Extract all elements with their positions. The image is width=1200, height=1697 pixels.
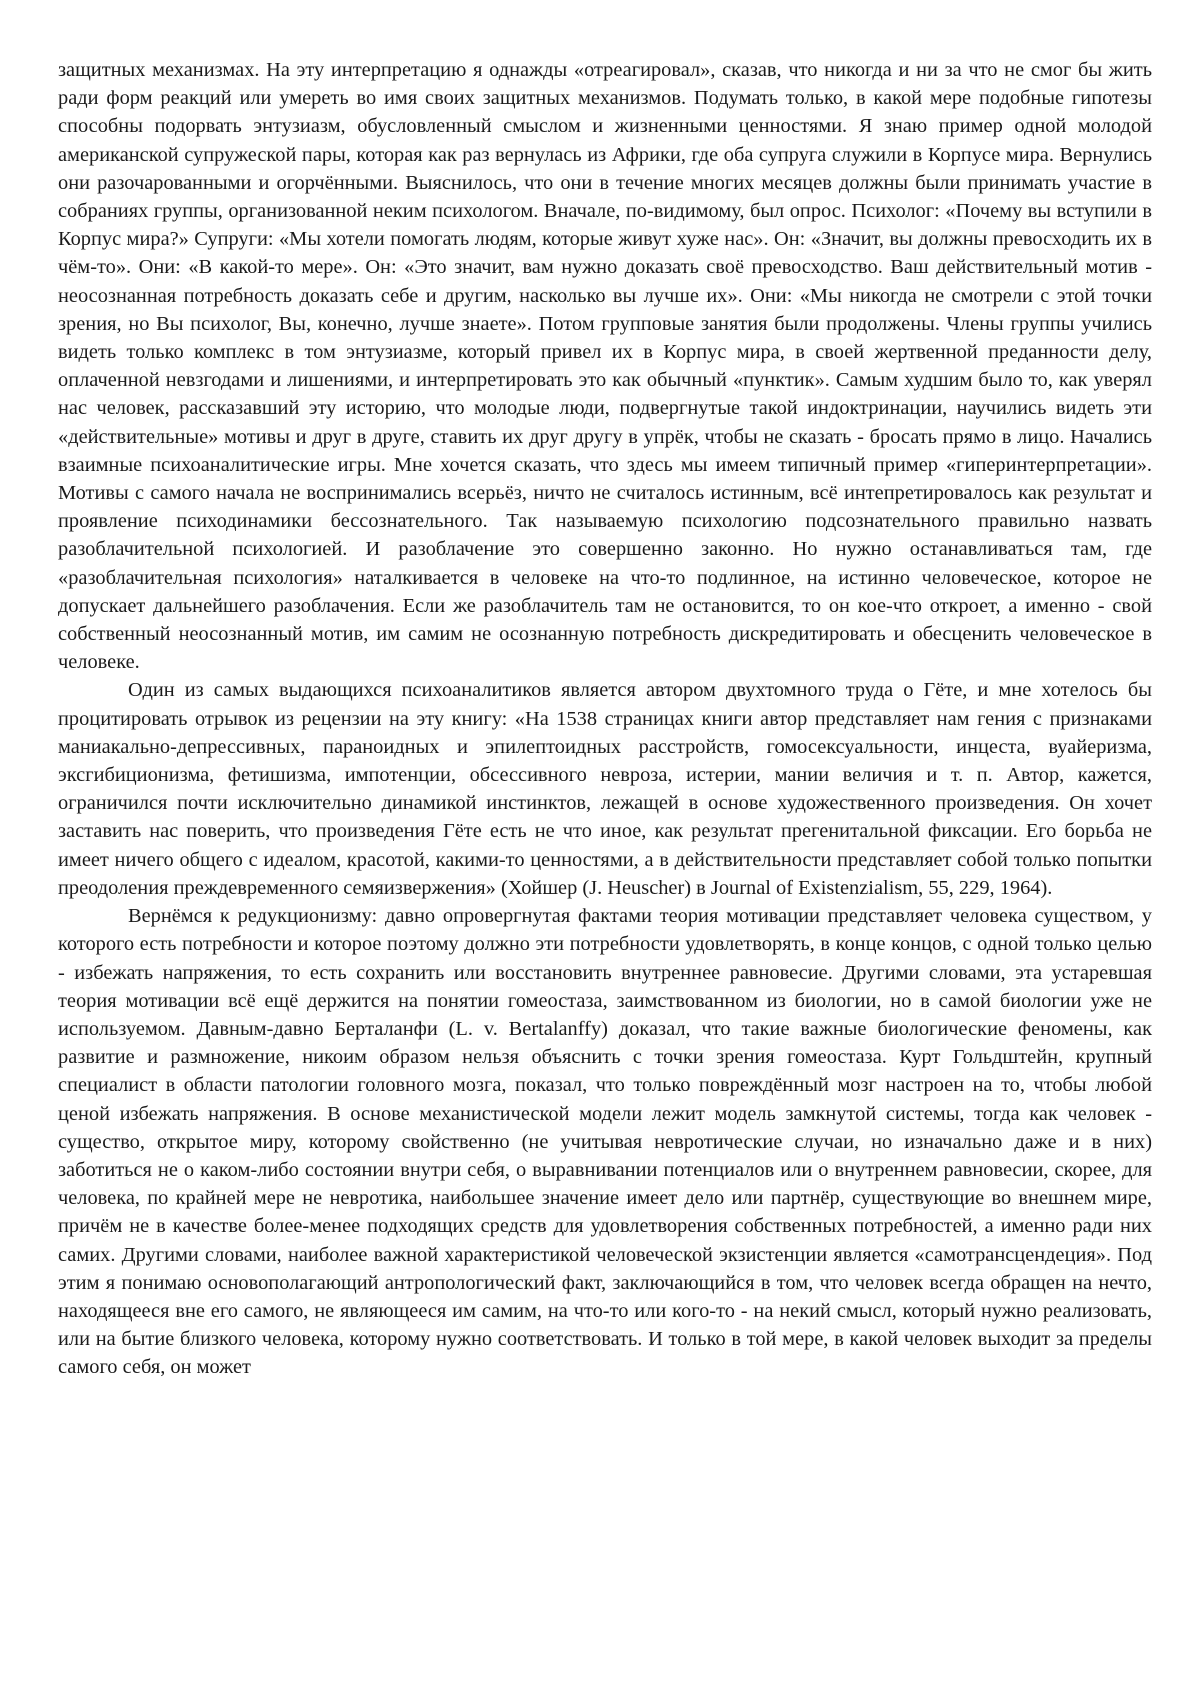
paragraph-defense-mechanisms: защитных механизмах. На эту интерпретацию я однажды «отреагировал», сказав, что никогда и ни за что не смог бы жить ради форм реакций или умереть во имя своих защитных механизмов. Подумать только, в какой мере подобные гипотезы способны подорвать энтузиазм, обусловленный смыслом и жизненными ценностями. Я знаю пример одной молодой американской супружеской пары, которая как раз вернулась из Африки, где оба супруга служили в Корпусе мира. Вернулись они разочарованными и огорчёнными. Выяснилось, что они в течение многих месяцев должны были принимать участие в собраниях группы, организованной неким психологом. Вначале, по-видимому, был опрос. Психолог: «Почему вы вступили в Корпус мира?» Супруги: «Мы хотели помогать людям, которые живут хуже нас». Он: «Значит, вы должны превосходить их в чём-то». Они: «В какой-то мере». Он: «Это значит, вам нужно доказать своё превосходство. Ваш действительный мотив - неосознанная потребность доказать себе и другим, насколько вы лучше их». Они: «Мы никогда не смотрели с этой точки зрения, но Вы психолог, Вы, конечно, лучше знаете». Потом групповые занятия были продолжены. Члены группы учились видеть только комплекс в том энтузиазме, который привел их в Корпус мира, в своей жертвенной преданности делу, оплаченной невзгодами и лишениями, и интерпретировать это как обычный «пунктик». Самым худшим было то, как уверял нас человек, рассказавший эту историю, что молодые люди, подвергнутые такой индоктринации, научились видеть эти «действительные» мотивы и друг в друге, ставить их друг другу в упрёк, чтобы не сказать - бросать прямо в лицо. Начались взаимные психоаналитические игры. Мне хочется сказать, что здесь мы имеем типичный пример «гиперинтерпретации». Мотивы с самого начала не воспринимались всерьёз, ничто не считалось истинным, всё интепретировалось как результат и проявление психодинамики бессознательного. Так называемую психологию подсознательного правильно назвать разоблачительной психологией. И разоблачение это совершенно законно. Но нужно останавливаться там, где «разоблачительная психология» наталкивается в человеке на что-то подлинное, на истинно человеческое, которое не допускает дальнейшего разоблачения. Если же разоблачитель там не остановится, то он кое-что откроет, а именно - свой собственный неосознанный мотив, им самим не осознанную потребность дискредитировать и обесценить человеческое в человеке.	[58, 59, 1152, 674]
paragraph-reductionism: Вернёмся к редукционизму: давно опровергнутая фактами теория мотивации представляет человека существом, у которого есть потребности и которое поэтому должно эти потребности удовлетворять, в конце концов, с одной только целью - избежать напряжения, то есть сохранить или восстановить внутреннее равновесие. Другими словами, эта устаревшая теория мотивации всё ещё держится на понятии гомеостаза, заимствованном из биологии, но в самой биологии уже не используемом. Давным-давно Берталанфи (L. v. Bertalanffy) доказал, что такие важные биологические феномены, как развитие и размножение, никоим образом нельзя объяснить с точки зрения гомеостаза. Курт Гольдштейн, крупный специалист в области патологии головного мозга, показал, что только повреждённый мозг настроен на то, чтобы любой ценой избежать напряжения. В основе механистической модели лежит модель замкнутой системы, тогда как человек - существо, открытое миру, которому свойственно (не учитывая невротические случаи, но изначально даже и в них) заботиться не о каком-либо состоянии внутри себя, о выравнивании потенциалов или о внутреннем равновесии, скорее, для человека, по крайней мере не невротика, наибольшее значение имеет дело или партнёр, существующие во внешнем мире, причём не в качестве более-менее подходящих средств для удовлетворения собственных потребностей, а именно ради них самих. Другими словами, наиболее важной характеристикой человеческой экзистенции является «самотрансцендеция». Под этим я понимаю основополагающий антропологический факт, заключающийся в том, что человек всегда обращен на нечто, находящееся вне его самого, не являющееся им самим, на что-то или кого-то - на некий смысл, который нужно реализовать, или на бытие близкого человека, которому нужно соответствовать. И только в той мере, в какой человек выходит за пределы самого себя, он может	[58, 905, 1152, 1379]
paragraph-goethe-review: Один из самых выдающихся психоаналитиков является автором двухтомного труда о Гёте, и мне хотелось бы процитировать отрывок из рецензии на эту книгу: «На 1538 страницах книги автор представляет нам гения с признаками маниакально-депрессивных, параноидных и эпилептоидных расстройств, гомосексуальности, инцеста, вуайеризма, эксгибиционизма, фетишизма, импотенции, обсессивного невроза, истерии, мании величия и т. п. Автор, кажется, ограничился почти исключительно динамикой инстинктов, лежащей в основе художественного произведения. Он хочет заставить нас поверить, что произведения Гёте есть не что иное, как результат прегенитальной фиксации. Его борьба не имеет ничего общего с идеалом, красотой, какими-то ценностями, а в действительности представляет собой только попытки преодоления преждевременного семяизвержения» (Хойшер (J. Heuscher) в Journal of Existenzialism, 55, 229, 1964).	[58, 679, 1152, 899]
